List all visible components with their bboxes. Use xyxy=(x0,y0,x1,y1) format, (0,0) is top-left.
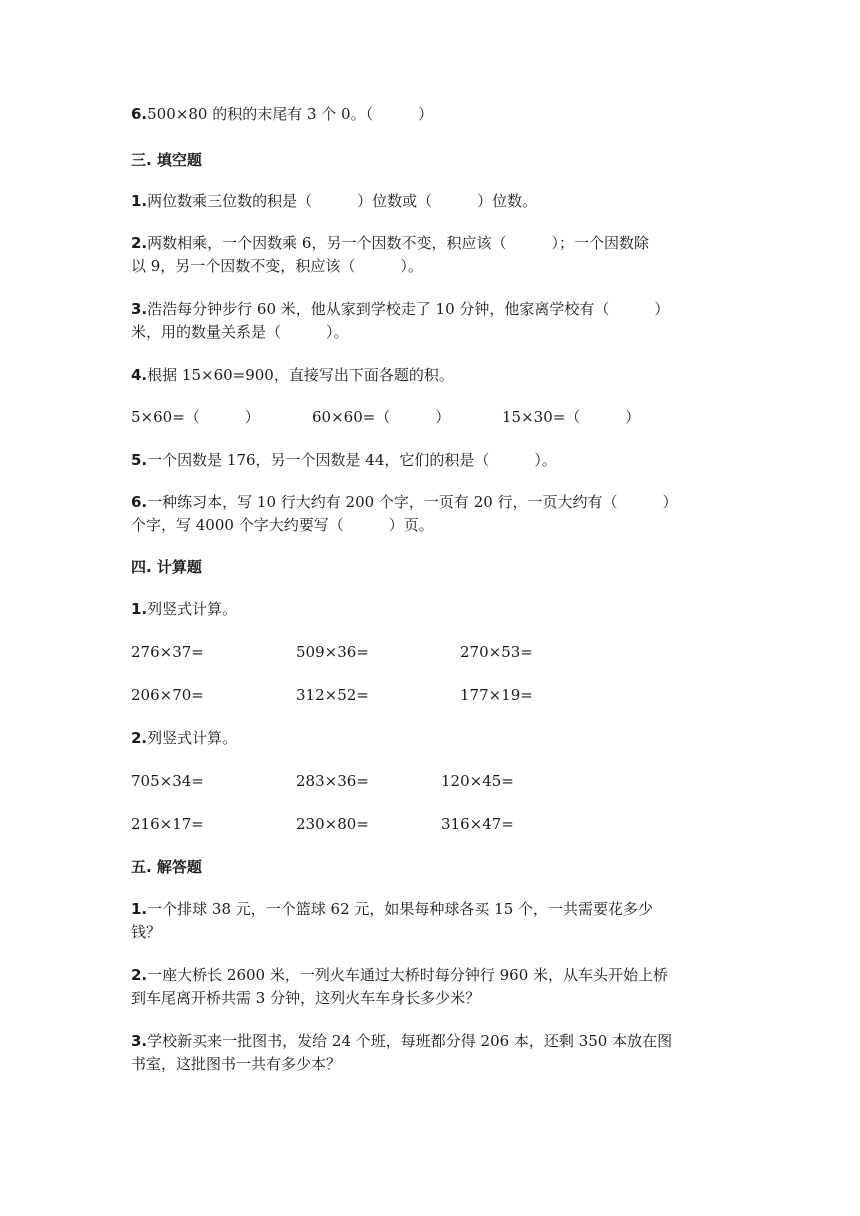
fill-item: 60×60=（ ） xyxy=(312,408,451,426)
question-text: 一座大桥长 2600 米，一列火车通过大桥时每分钟行 960 米，从车头开始上桥 xyxy=(147,966,669,984)
question-number: 6. xyxy=(131,105,148,123)
fill-item: 5×60=（ ） xyxy=(131,408,260,426)
fill-question-2-line1 xyxy=(131,233,649,253)
word-question-1-line2: 钱？ xyxy=(131,923,162,941)
fill-question-3-line2: 米，用的数量关系是（ ）。 xyxy=(131,323,349,341)
question-number: 3. xyxy=(131,1032,148,1050)
fill-question-4 xyxy=(131,365,454,385)
question-number: 1. xyxy=(131,900,148,918)
question-text: 一个排球 38 元，一个篮球 62 元，如果每种球各买 15 个，一共需要花多少 xyxy=(147,900,654,918)
question-number: 6. xyxy=(131,493,148,511)
question-text: 500×80 的积的末尾有 3 个 0。（ ） xyxy=(147,105,434,123)
question-text: 学校新买来一批图书，发给 24 个班，每班都分得 206 本，还剩 350 本放在图 xyxy=(147,1032,673,1050)
calc-item: 230×80= xyxy=(296,815,369,833)
question-number: 3. xyxy=(131,300,148,318)
calc-item: 270×53= xyxy=(460,643,533,661)
judge-question-6 xyxy=(131,104,433,124)
word-question-3-line2: 书室，这批图书一共有多少本？ xyxy=(131,1055,342,1073)
fill-question-1 xyxy=(131,191,537,211)
fill-question-5 xyxy=(131,450,557,470)
fill-question-6-line1 xyxy=(131,492,678,512)
question-text: 一种练习本，写 10 行大约有 200 个字，一页有 20 行，一页大约有（ ） xyxy=(147,493,678,511)
word-question-2-line1 xyxy=(131,965,668,985)
section-title-fill-blank: 三. 填空题 xyxy=(131,151,202,169)
calc-item: 120×45= xyxy=(441,772,514,790)
word-question-3-line1 xyxy=(131,1031,672,1051)
calc-item: 283×36= xyxy=(296,772,369,790)
calc-item: 312×52= xyxy=(296,686,369,704)
word-question-1-line1 xyxy=(131,899,653,919)
calc-item: 705×34= xyxy=(131,772,204,790)
question-text: 两位数乘三位数的积是（ ）位数或（ ）位数。 xyxy=(147,192,538,210)
question-number: 1. xyxy=(131,600,148,618)
question-text: 一个因数是 176，另一个因数是 44，它们的积是（ ）。 xyxy=(147,451,557,469)
fill-item: 15×30=（ ） xyxy=(502,408,641,426)
question-text: 两数相乘，一个因数乘 6，另一个因数不变，积应该（ ）；一个因数除 xyxy=(147,234,649,252)
question-text: 浩浩每分钟步行 60 米，他从家到学校走了 10 分钟，他家离学校有（ ） xyxy=(147,300,670,318)
question-text: 根据 15×60=900，直接写出下面各题的积。 xyxy=(147,366,454,384)
question-number: 1. xyxy=(131,192,148,210)
question-number: 2. xyxy=(131,234,148,252)
fill-question-3-line1 xyxy=(131,299,669,319)
question-text: 列竖式计算。 xyxy=(147,600,238,618)
fill-question-6-line2: 个字，写 4000 个字大约要写（ ）页。 xyxy=(131,516,434,534)
calc-item: 206×70= xyxy=(131,686,204,704)
calc-question-1 xyxy=(131,599,237,619)
calc-item: 216×17= xyxy=(131,815,204,833)
question-number: 4. xyxy=(131,366,148,384)
calc-question-2 xyxy=(131,728,237,748)
question-number: 2. xyxy=(131,729,148,747)
fill-question-2-line2: 以 9，另一个因数不变，积应该（ ）。 xyxy=(131,257,423,275)
calc-item: 316×47= xyxy=(441,815,514,833)
section-title-calculation: 四. 计算题 xyxy=(131,558,202,576)
calc-item: 276×37= xyxy=(131,643,204,661)
calc-item: 177×19= xyxy=(460,686,533,704)
section-title-word-problems: 五. 解答题 xyxy=(131,858,202,876)
question-number: 2. xyxy=(131,966,148,984)
calc-item: 509×36= xyxy=(296,643,369,661)
question-number: 5. xyxy=(131,451,148,469)
question-text: 列竖式计算。 xyxy=(147,729,238,747)
word-question-2-line2: 到车尾离开桥共需 3 分钟，这列火车车身长多少米？ xyxy=(131,989,481,1007)
